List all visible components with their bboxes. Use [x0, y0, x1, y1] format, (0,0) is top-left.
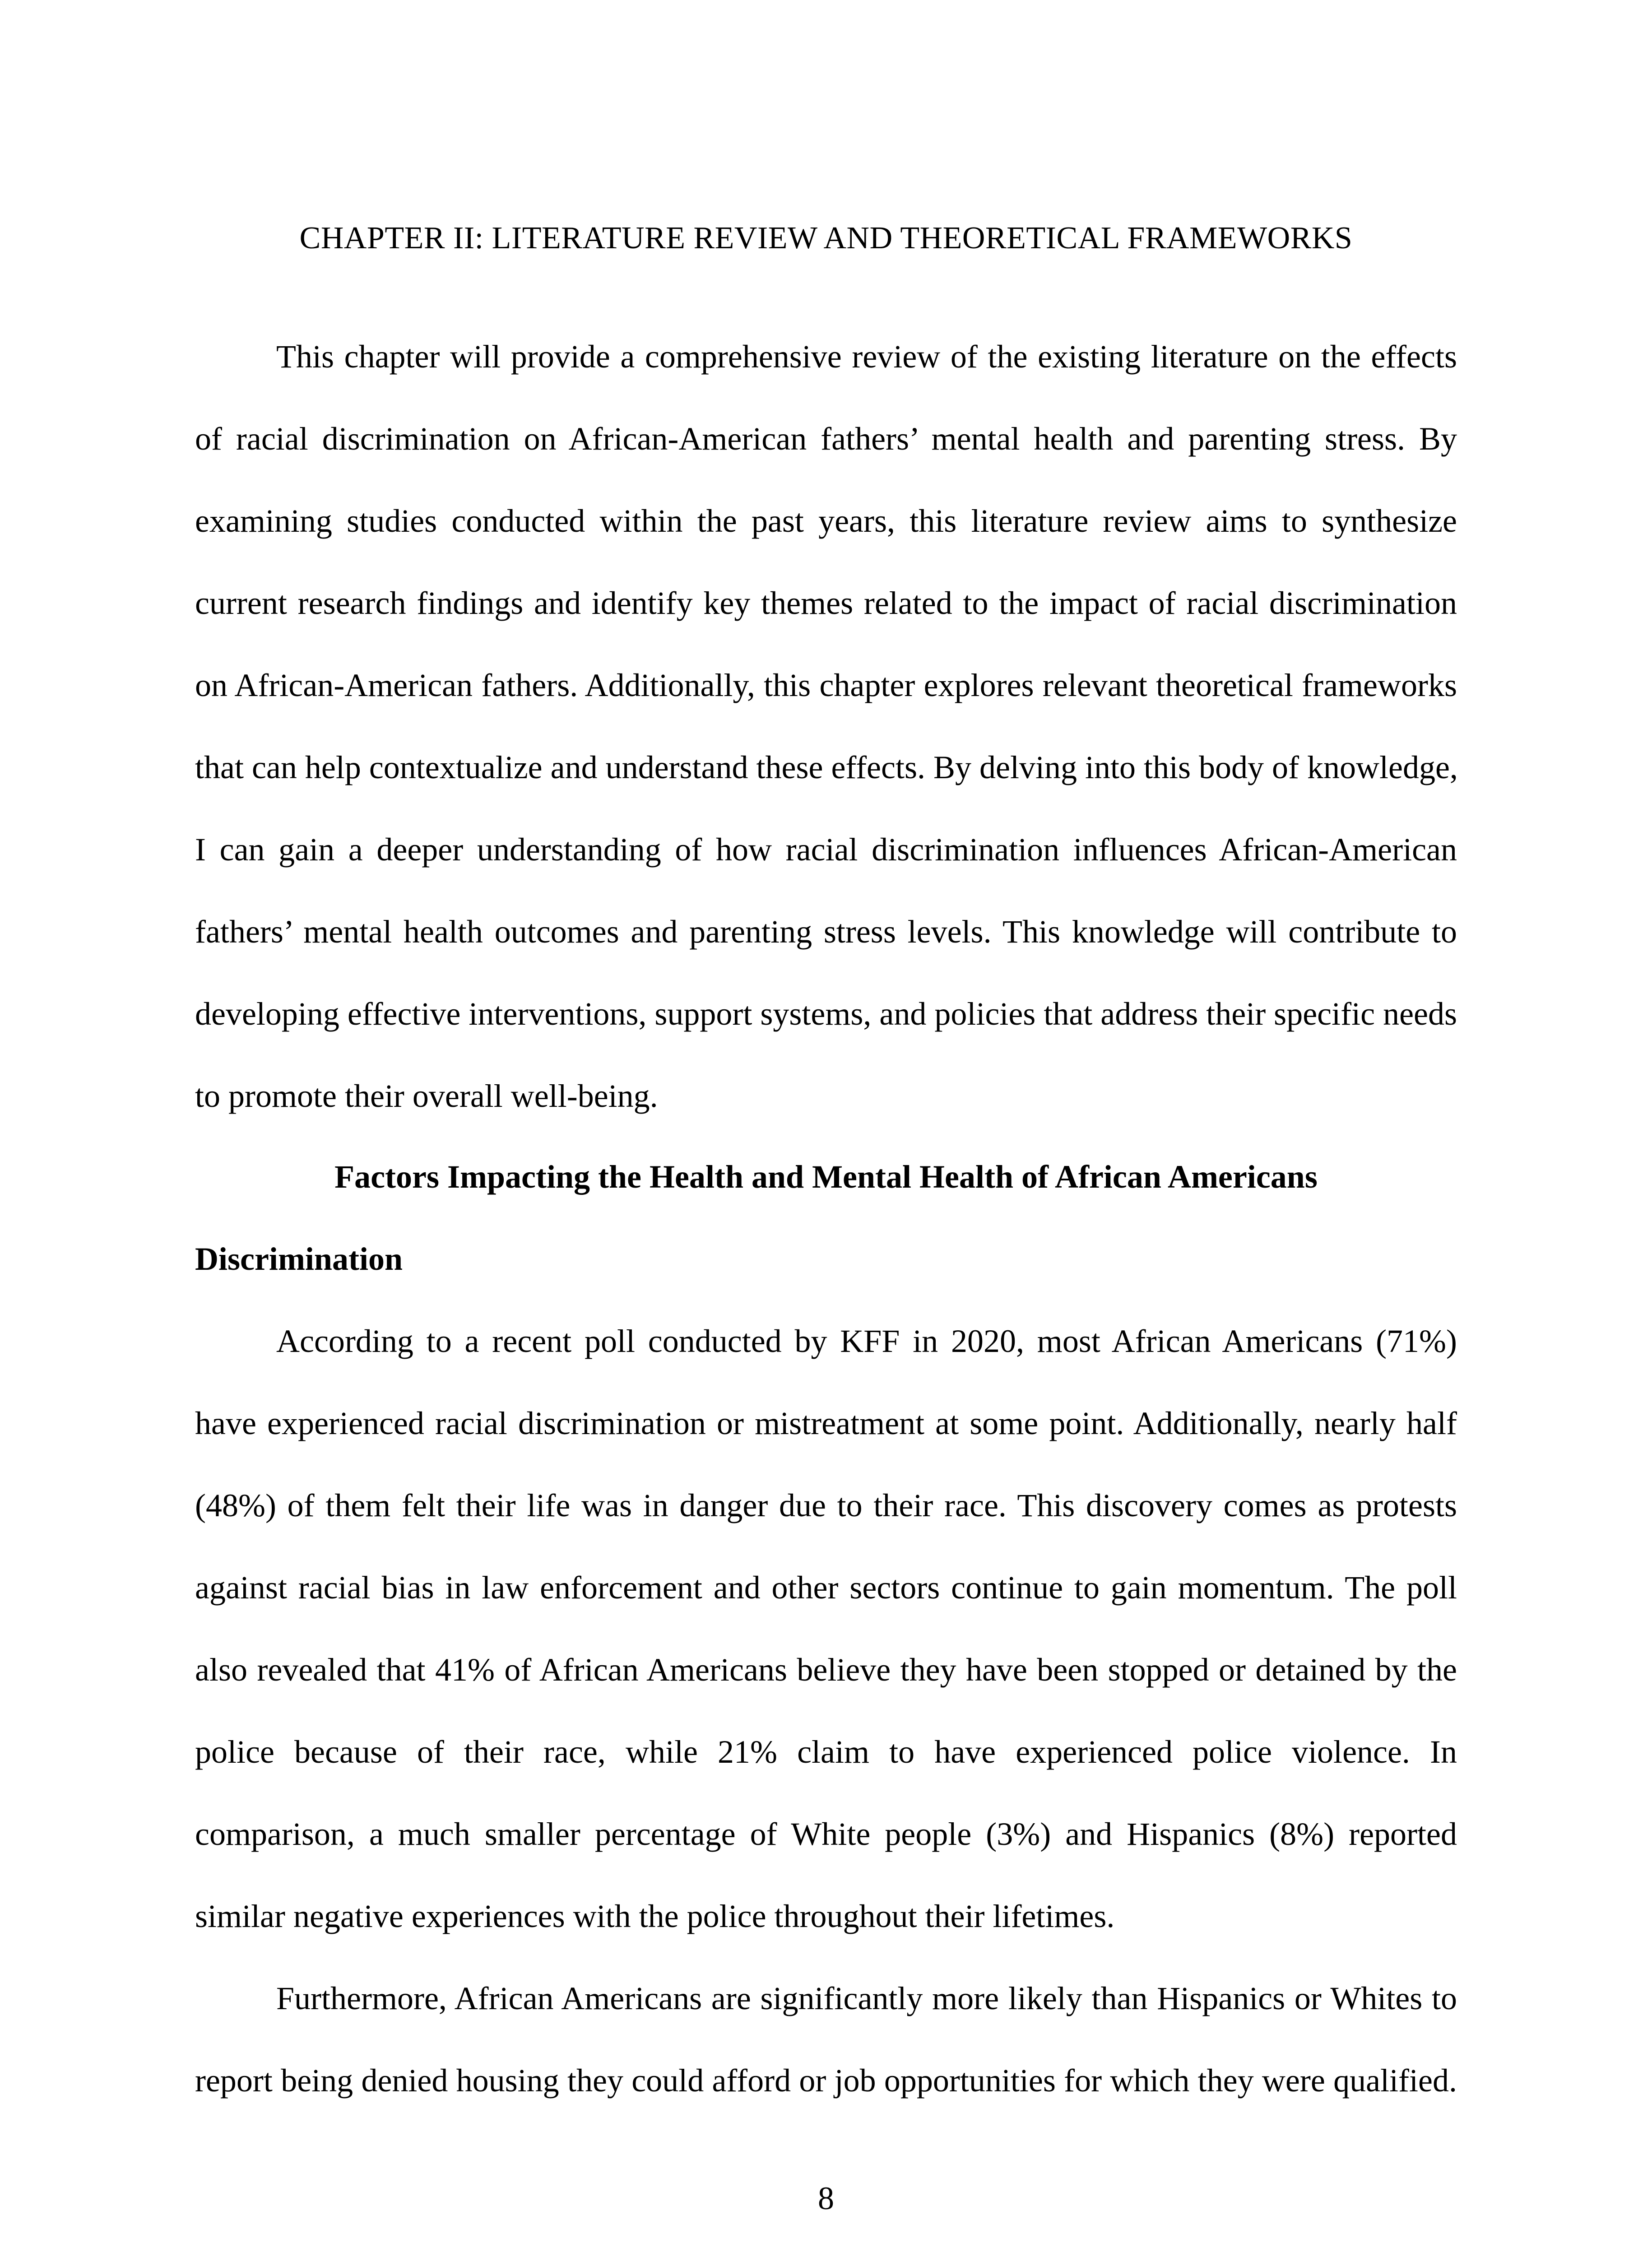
- page-number: 8: [818, 2180, 834, 2216]
- paragraph-line: I can gain a deeper understanding of how racial discrimination influences African-American: [195, 831, 1457, 868]
- paragraph-line: report being denied housing they could afford or job opportunities for which they were qualified.: [195, 2062, 1457, 2099]
- paragraph-line: developing effective interventions, support systems, and policies that address their specific needs: [195, 996, 1457, 1032]
- paragraph-line: Furthermore, African Americans are significantly more likely than Hispanics or Whites to: [276, 1980, 1457, 2016]
- paragraph-line: This chapter will provide a comprehensive review of the existing literature on the effects: [276, 339, 1457, 375]
- paragraph-line: current research findings and identify key themes related to the impact of racial discrimination: [195, 585, 1457, 621]
- paragraph-line: similar negative experiences with the police throughout their lifetimes.: [195, 1898, 1115, 1934]
- paragraph-line: examining studies conducted within the past years, this literature review aims to synthesize: [195, 503, 1457, 539]
- paragraph-line: fathers’ mental health outcomes and parenting stress levels. This knowledge will contribute to: [195, 914, 1457, 950]
- paragraph-line: that can help contextualize and understand these effects. By delving into this body of knowledge,: [195, 749, 1458, 785]
- paragraph-line: According to a recent poll conducted by KFF in 2020, most African Americans (71%): [276, 1323, 1457, 1359]
- paragraph-line: of racial discrimination on African-American fathers’ mental health and parenting stress. By: [195, 421, 1457, 457]
- paragraph-line: have experienced racial discrimination or mistreatment at some point. Additionally, nearly half: [195, 1405, 1457, 1441]
- chapter-title: CHAPTER II: LITERATURE REVIEW AND THEORETICAL FRAMEWORKS: [299, 221, 1353, 255]
- paragraph-line: comparison, a much smaller percentage of White people (3%) and Hispanics (8%) reported: [195, 1816, 1457, 1852]
- paragraph-line: against racial bias in law enforcement and other sectors continue to gain momentum. The poll: [195, 1570, 1457, 1606]
- paragraph-line: on African-American fathers. Additionally, this chapter explores relevant theoretical frameworks: [195, 667, 1457, 703]
- paragraph-line: (48%) of them felt their life was in danger due to their race. This discovery comes as protests: [195, 1487, 1457, 1523]
- paragraph-line: to promote their overall well-being.: [195, 1078, 658, 1114]
- paragraph-line: police because of their race, while 21% claim to have experienced police violence. In: [195, 1734, 1457, 1770]
- section-heading: Factors Impacting the Health and Mental Health of African Americans: [334, 1159, 1318, 1195]
- subsection-heading: Discrimination: [195, 1241, 403, 1277]
- paragraph-line: also revealed that 41% of African Americans believe they have been stopped or detained by the: [195, 1652, 1457, 1688]
